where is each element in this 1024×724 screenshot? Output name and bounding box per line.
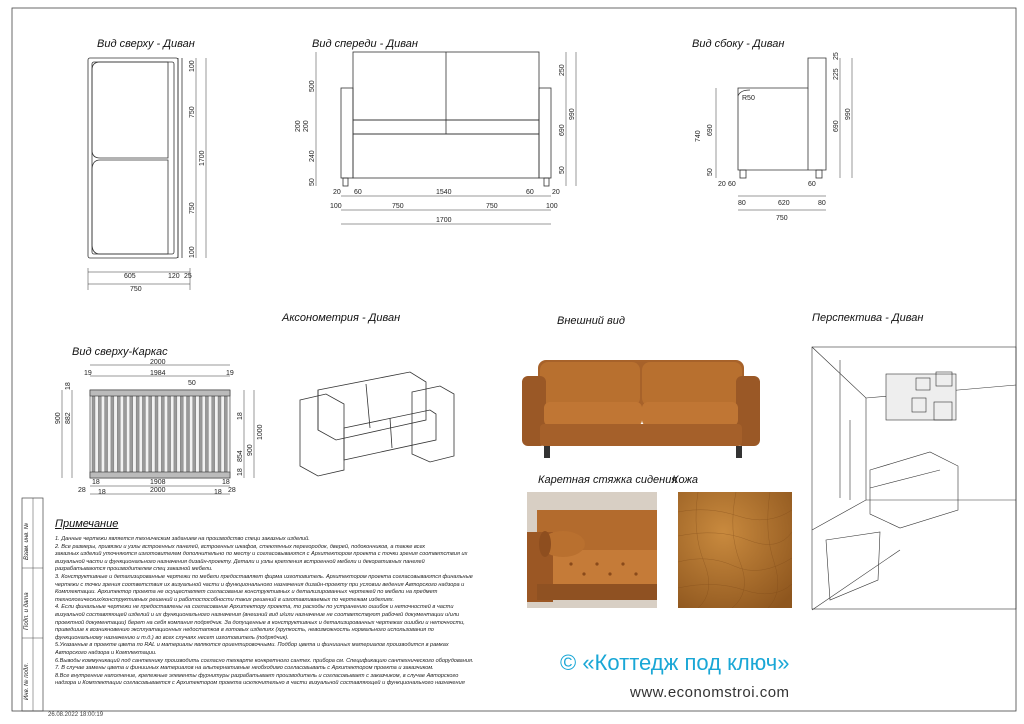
front-view-dims <box>295 64 576 224</box>
stamp-vzam: Взам. инв. № <box>24 522 30 560</box>
note-line: визуальной составляющей изделий и их функционального назначения (внешний вид и/или назначение не соответствуют рабочей документации и/или <box>55 611 460 618</box>
dim-text: 200 <box>295 120 302 132</box>
note-line: технологических/конструктивных решений и работоспособности таких решений в изготавливаемых по чертежам изделиях. <box>55 596 395 603</box>
dim-text: 50 <box>309 178 316 186</box>
note-line: визуальной части и функционального назначения дизайн-проекту. Детали и узлы крепления встроенной мебели и декоративных панелей <box>55 558 425 565</box>
sofa-photo <box>522 346 762 462</box>
note-line: 4. Если финальные чертежи не предоставлены на согласование Архитектору проекта, то расходы по устранению ошибок и неточностей в части <box>55 604 454 611</box>
dim-text: 1700 <box>436 217 452 224</box>
dim-text: 80 <box>738 200 746 207</box>
note-line: 7. В случае замены цвета и финишных материалов на альтернативные необходимо согласовывать с Архитектором проекта и заказчиком. <box>55 665 434 672</box>
dim-text: 25 <box>184 273 192 280</box>
dim-text: 100 <box>189 246 196 258</box>
frame-slat <box>117 396 120 472</box>
frame-slat <box>168 396 171 472</box>
frame-slat <box>149 396 152 472</box>
dim-text: 690 <box>707 124 714 136</box>
dim-text: 60 <box>728 181 736 188</box>
note-line: 2. Все размеры, привязки и узлы встроенных панелей, встроенных шкафов, стеклянных перегородок, дверей, подоконников, а также всех <box>55 543 426 550</box>
frame-slat <box>180 396 183 472</box>
dim-text: 28 <box>228 487 236 494</box>
frame-slat <box>174 396 177 472</box>
front-view-drawing <box>316 52 576 224</box>
label-front-view: Вид спереди - Диван <box>312 38 418 50</box>
dim-text: 605 <box>124 273 136 280</box>
note-line: проектной документации) берет на себя компания подрядчик. За допущенные в конструктивных и детализированных чертежах ошибки и неточности, <box>55 619 465 626</box>
brand-logo-text: © «Коттедж под ключ» <box>560 650 790 675</box>
dim-text: 225 <box>833 68 840 80</box>
dim-text: 1540 <box>436 189 452 196</box>
dim-text: 690 <box>833 120 840 132</box>
dim-text: 18 <box>222 479 230 486</box>
note-line: 3. Конструктивные и детализированные чертежи по мебели предоставляет фирма изготовитель. Архитектором проекта согласовываются финальные <box>55 573 473 580</box>
frame-slat <box>98 396 101 472</box>
dim-text: 900 <box>247 444 254 456</box>
dim-text: 60 <box>808 181 816 188</box>
dim-text: 60 <box>354 189 362 196</box>
dim-text: 50 <box>559 166 566 174</box>
dim-text: 25 <box>833 52 840 60</box>
dim-text: 854 <box>237 450 244 462</box>
dim-text: 20 <box>718 181 726 188</box>
dim-text: 28 <box>78 487 86 494</box>
dim-text: 100 <box>189 60 196 72</box>
note-line: заказных изделий уточняются изготовителем дополнительно по месту и согласовываются с Архитектором проекта с точки зрения соответствия их <box>55 551 468 558</box>
dim-text: 2000 <box>150 487 166 494</box>
frame-slat <box>218 396 221 472</box>
dim-text: 18 <box>237 412 244 420</box>
dim-text: 80 <box>818 200 826 207</box>
note-line: 5.Указанные в проекте цвета по RAL и материалы являются ориентировочными. Подбор цвета и финишных материалов производится в рамках <box>55 642 449 649</box>
side-view-dims <box>695 52 852 222</box>
dim-text: 500 <box>309 80 316 92</box>
dim-text: 60 <box>526 189 534 196</box>
frame-view-drawing <box>62 365 254 494</box>
dim-text: 18 <box>92 479 100 486</box>
leather-photo <box>678 492 792 608</box>
dim-text: 19 <box>84 370 92 377</box>
dim-text: 690 <box>559 124 566 136</box>
dim-text: 750 <box>776 215 788 222</box>
note-line: функциональному назначению и т.д.) во всех случаях несет изготовитель (подрядчик). <box>55 634 289 641</box>
note-line: надзора и Комплектации согласовывается с Архитектором проекта исключительно в части визуальной составляющей и функционального назначения <box>55 680 465 687</box>
dim-text: 250 <box>559 64 566 76</box>
frame-slat <box>193 396 196 472</box>
dim-text: 200 <box>303 120 310 132</box>
dim-text: 18 <box>65 382 72 390</box>
dim-text: 990 <box>845 108 852 120</box>
note-line: Авторского надзора и Комплектации. <box>55 649 157 656</box>
dim-text: 19 <box>226 370 234 377</box>
dim-text: 100 <box>546 203 558 210</box>
dim-text: 100 <box>330 203 342 210</box>
dim-text: 620 <box>778 200 790 207</box>
frame-slat <box>136 396 139 472</box>
dim-text: 20 <box>333 189 341 196</box>
dim-text: 750 <box>486 203 498 210</box>
frame-slat <box>142 396 145 472</box>
dim-text: 1700 <box>199 150 206 166</box>
label-frame-view: Вид сверху-Каркас <box>72 346 168 358</box>
notes-block <box>55 518 555 708</box>
frame-slat <box>155 396 158 472</box>
frame-slat <box>224 396 227 472</box>
frame-slat <box>130 396 133 472</box>
dim-text: 2000 <box>150 359 166 366</box>
dim-text: 20 <box>552 189 560 196</box>
note-line: чертежи с точки зрения соответствия их визуальной части и функционального назначения дизайн-проекту при условии ведения Авторского надзора и <box>55 581 465 588</box>
dim-text: 1984 <box>150 370 166 377</box>
dim-text: 750 <box>392 203 404 210</box>
dim-text: 18 <box>214 489 222 496</box>
label-leather: Кожа <box>672 474 699 486</box>
note-line: 1. Данные чертежи является техническим заданием на производство специ заказных изделий. <box>55 536 310 542</box>
dim-text: 1908 <box>150 479 166 486</box>
note-line: Комплектации. Архитектор проекта не осуществляет согласование конструктивных и детализированных чертежей по мебели на предмет <box>55 589 438 596</box>
frame-slat <box>111 396 114 472</box>
label-tufting: Каретная стяжка сидения <box>538 474 678 486</box>
label-side-view: Вид сбоку - Диван <box>692 38 785 50</box>
dim-text: 18 <box>98 489 106 496</box>
website-text: www.economstroi.com <box>630 684 790 701</box>
dim-text: 990 <box>569 108 576 120</box>
frame-slat <box>92 396 95 472</box>
dim-text: 882 <box>65 412 72 424</box>
frame-slat <box>124 396 127 472</box>
perspective-drawing <box>812 347 1016 610</box>
dim-text: R50 <box>742 95 755 102</box>
stamp-sign: Подп. и дата <box>24 592 30 630</box>
dim-text: 750 <box>189 202 196 214</box>
label-axonometry: Аксонометрия - Диван <box>282 312 401 324</box>
side-view-drawing <box>716 58 852 210</box>
label-exterior: Внешний вид <box>557 315 625 327</box>
label-top-view: Вид сверху - Диван <box>97 38 195 50</box>
note-line: разрабатываются производителем спец заказной мебели. <box>55 566 213 573</box>
dim-text: 240 <box>309 150 316 162</box>
dim-text: 750 <box>189 106 196 118</box>
dim-text: 1000 <box>257 424 264 440</box>
frame-slat <box>205 396 208 472</box>
frame-slat <box>199 396 202 472</box>
frame-slat <box>161 396 164 472</box>
dim-text: 50 <box>707 168 714 176</box>
dim-text: 740 <box>695 130 702 142</box>
print-date: 26.08.2022 18:00:19 <box>48 712 104 718</box>
note-line: 6.Выводы коммуникаций под сантехнику производить согласно техкарте конкретного сантех. прибора см. Спецификацию сантехнического оборудования. <box>55 657 474 664</box>
dim-text: 900 <box>55 412 62 424</box>
dim-text: 120 <box>168 273 180 280</box>
notes-title: Примечание <box>55 518 119 530</box>
frame-slat <box>212 396 215 472</box>
notes-lines <box>55 536 555 688</box>
axonometry-drawing <box>300 372 454 476</box>
stamp-inv: Инв. № подл. <box>24 662 30 700</box>
note-line: 8.Все внутренние наполнение, крепежные элементы фурнитуры разрабатывает производитель и согласовывает с заказчиком, в случае Авторского <box>55 672 459 679</box>
note-line: приведшие к возникновению эксплуатационных недостатков в готовых изделиях (хрупкость, невозможность нормального использования по <box>55 627 434 634</box>
dim-text: 750 <box>130 286 142 293</box>
frame-slat <box>105 396 108 472</box>
label-perspective: Перспектива - Диван <box>812 312 924 324</box>
frame-slat <box>187 396 190 472</box>
dim-text: 18 <box>237 468 244 476</box>
dim-text: 50 <box>188 380 196 387</box>
